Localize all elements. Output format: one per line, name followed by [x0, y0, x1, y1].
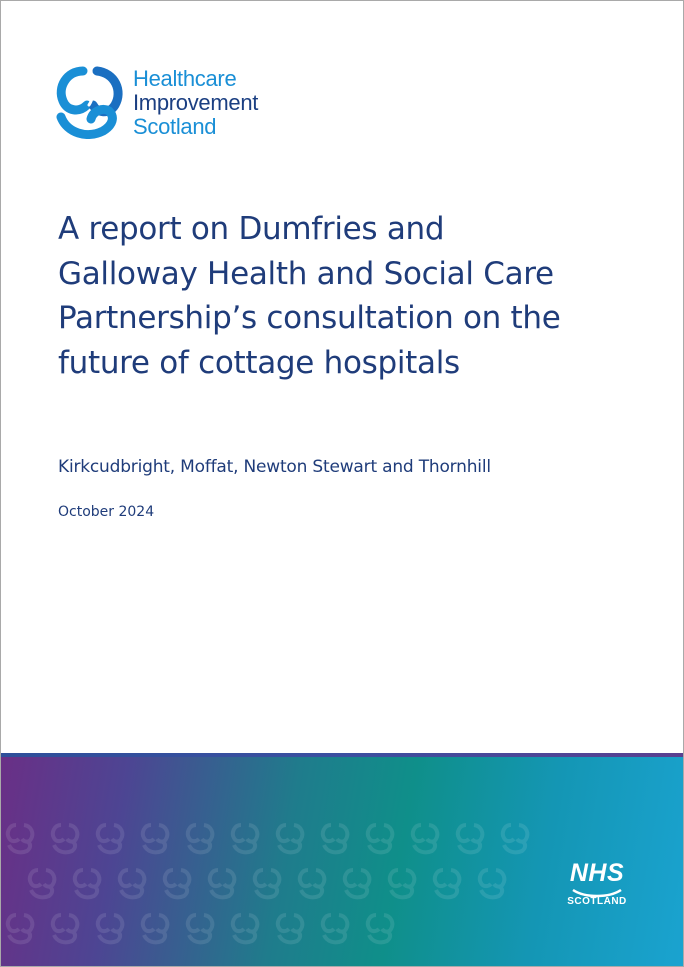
logo-line-3: Scotland	[133, 114, 217, 139]
logo-line-2: Improvement	[133, 90, 259, 115]
nhs-scotland-logo	[563, 860, 631, 920]
hcis-knot-icon	[53, 65, 127, 139]
nhs-region-label: SCOTLAND	[567, 896, 627, 907]
document-date: October 2024	[58, 504, 155, 520]
hcis-logo	[53, 65, 293, 141]
hcis-logo-text	[133, 67, 258, 139]
logo-line-1: Healthcare	[133, 66, 237, 91]
nhs-swoosh-icon	[571, 886, 623, 898]
nhs-wordmark: NHS	[569, 859, 625, 887]
document-subtitle: Kirkcudbright, Moffat, Newton Stewart and Thornhill	[58, 457, 491, 477]
footer-top-rule	[1, 753, 683, 757]
document-title: A report on Dumfries and Galloway Health and Social Care Partnership’s consultation on the future of cottage hospitals	[58, 211, 561, 381]
footer-gradient-band	[1, 753, 683, 966]
